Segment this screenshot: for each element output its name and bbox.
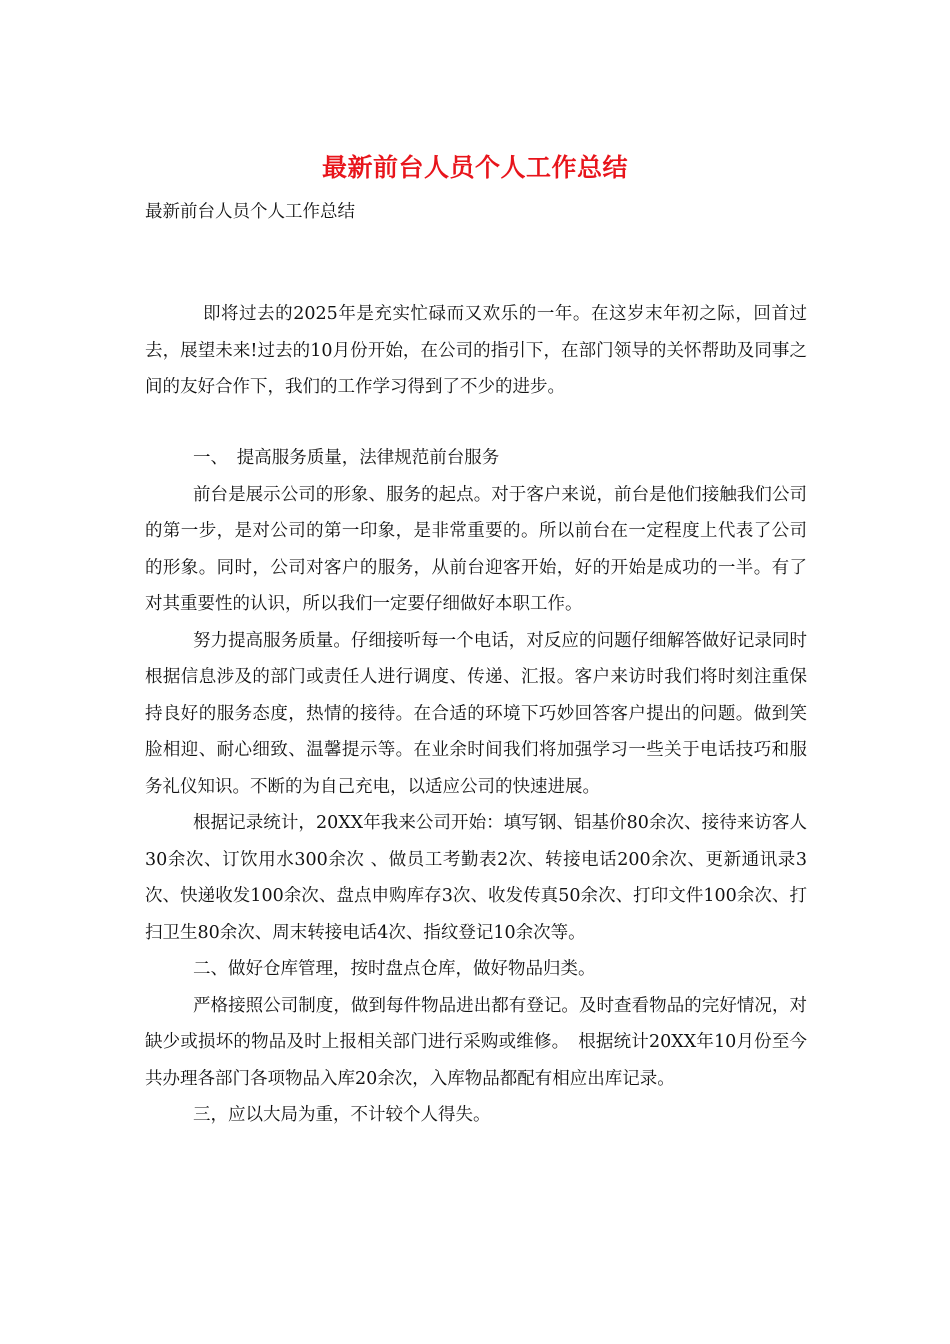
body-paragraph: 前台是展示公司的形象、服务的起点。对于客户来说，前台是他们接触我们公司的第一步，是对公司的第一印象，是非常重要的。所以前台在一定程度上代表了公司的形象。同时，公司对客户的服务，从前台迎客开始，好的开始是成功的一半。有了对其重要性的认识，所以我们一定要仔细做好本职工作。 <box>145 484 807 614</box>
body-paragraph: 根据记录统计，20XX年我来公司开始：填写钢、铝基价80余次、接待来访客人30余次、订饮用水300余次 、做员工考勤表2次、转接电话200余次、更新通讯录3次、快递收发100余次、盘点申购库存3次、收发传真50余次、打印文件100余次、打扫卫生80余次、周末转接电话4次、指纹登记10余次等。 <box>145 813 807 943</box>
intro-paragraph: 即将过去的2025年是充实忙碌而又欢乐的一年。在这岁末年初之际，回首过去，展望未来!过去的10月份开始，在公司的指引下，在部门领导的关怀帮助及同事之间的友好合作下，我们的工作学习得到了不少的进步。 <box>145 304 807 397</box>
section-heading-3: 三，应以大局为重，不计较个人得失。 <box>193 1105 491 1125</box>
intro-section <box>145 296 807 406</box>
document-subtitle: 最新前台人员个人工作总结 <box>145 202 355 222</box>
body-paragraph: 严格接照公司制度，做到每件物品进出都有登记。及时查看物品的完好情况，对缺少或损坏的物品及时上报相关部门进行采购或维修。 根据统计20XX年10月份至今共办理各部门各项物品入库20余次，入库物品都配有相应出库记录。 <box>145 995 807 1089</box>
section-heading-1: 一、 提高服务质量，法律规范前台服务 <box>193 448 500 468</box>
section-heading-2: 二、做好仓库管理，按时盘点仓库，做好物品归类。 <box>193 959 596 979</box>
document-title: 最新前台人员个人工作总结 <box>321 153 628 182</box>
main-body <box>145 440 807 1134</box>
body-paragraph: 努力提高服务质量。仔细接听每一个电话，对反应的问题仔细解答做好记录同时根据信息涉及的部门或责任人进行调度、传递、汇报。客户来访时我们将时刻注重保持良好的服务态度，热情的接待。在合适的环境下巧妙回答客户提出的问题。做到笑脸相迎、耐心细致、温馨提示等。在业余时间我们将加强学习一些关于电话技巧和服务礼仪知识。不断的为自己充电，以适应公司的快速进展。 <box>145 630 807 797</box>
